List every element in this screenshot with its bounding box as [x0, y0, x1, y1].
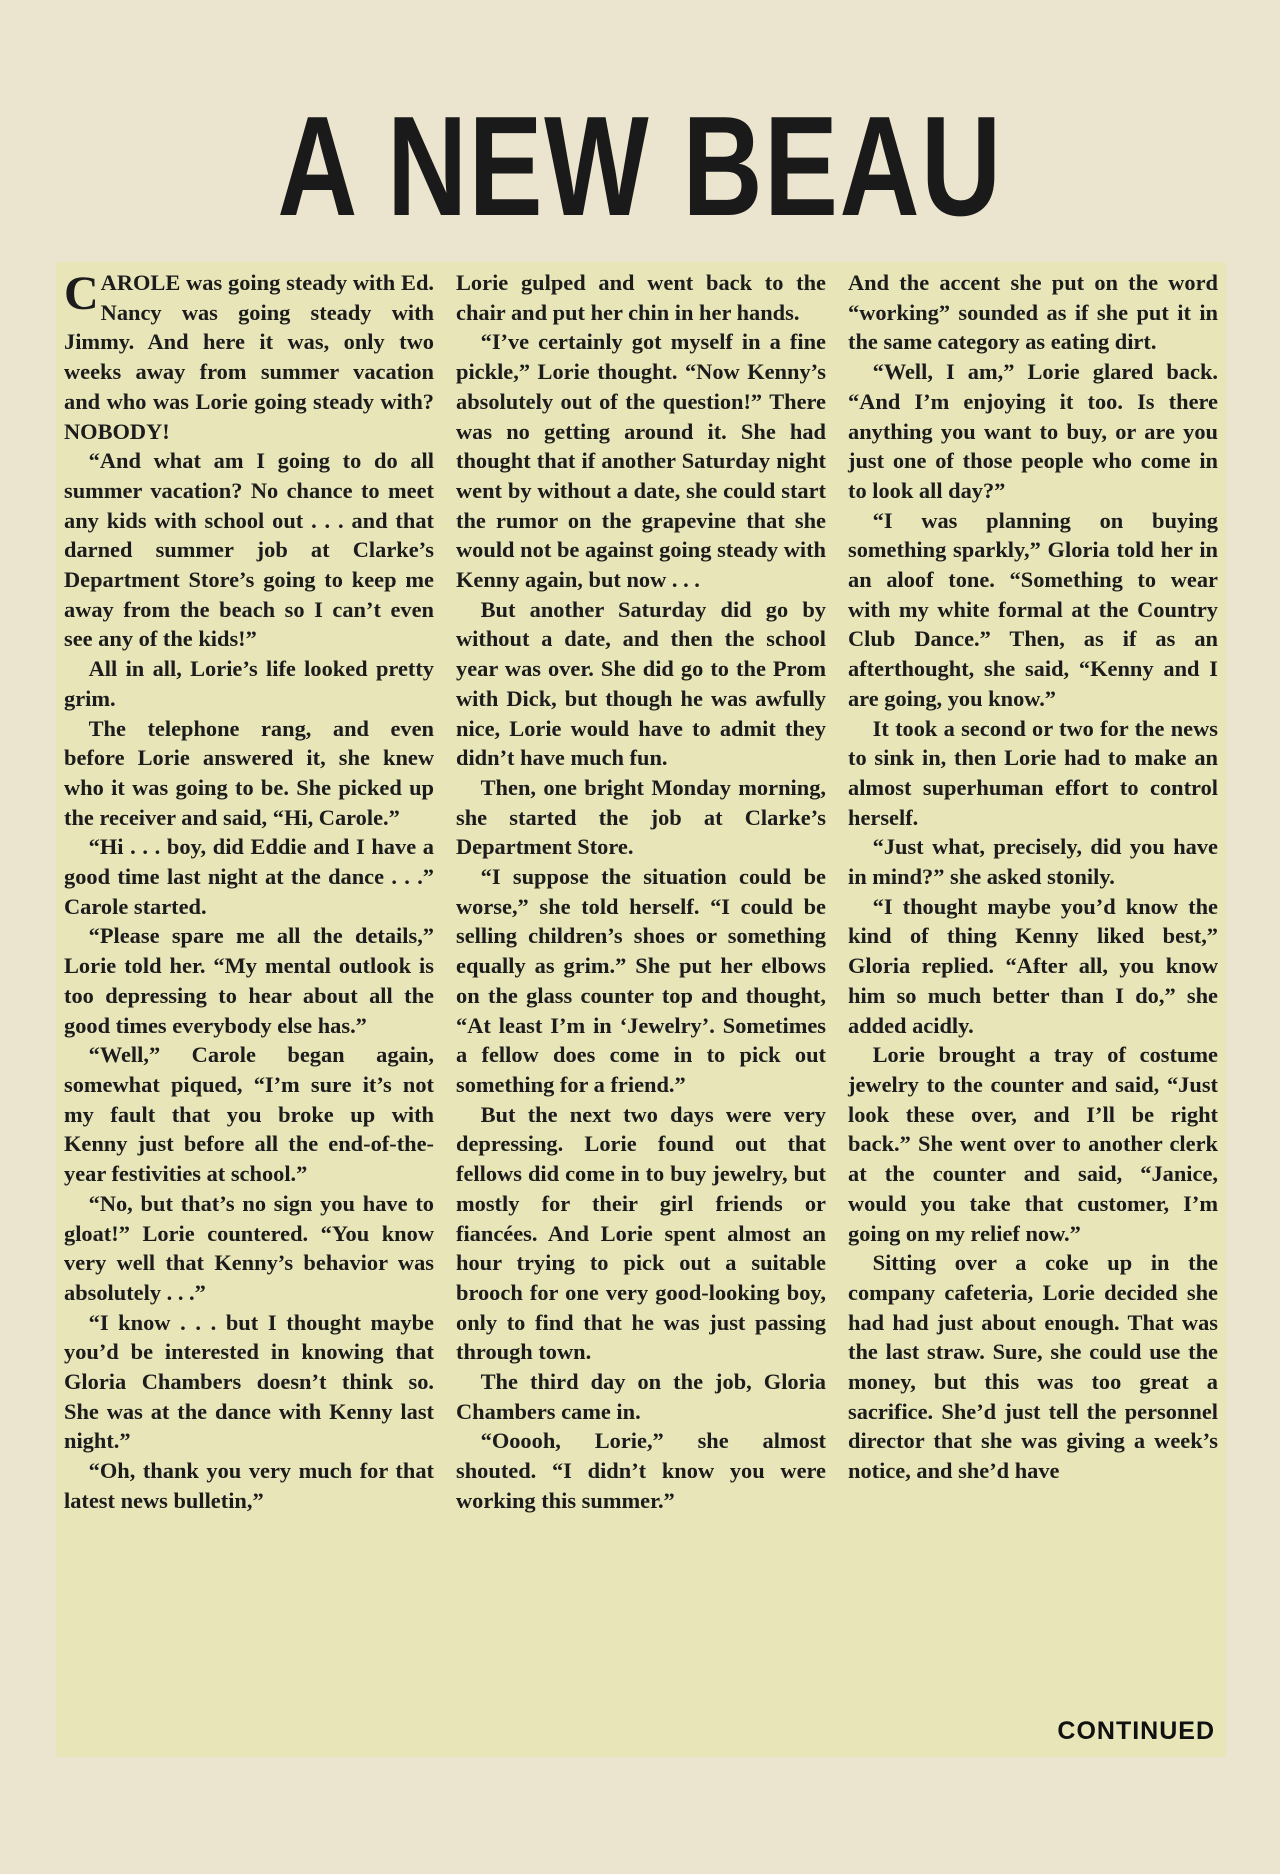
paragraph: “Well,” Carole began again, somewhat piqued, “I’m sure it’s not my fault that you broke up with Kenny just before all the end-of-the-year festivities at school.” [64, 1042, 434, 1187]
drop-cap: C [64, 267, 99, 320]
paragraph: But another Saturday did go by without a date, and then the school year was over. She did go to the Prom with Dick, but though he was awfully nice, Lorie would have to admit they didn’t have much fun. [456, 596, 826, 771]
paragraph [64, 268, 434, 446]
paragraph: Sitting over a coke up in the company cafeteria, Lorie decided she had had just about enough. That was the last straw. Sure, she could use the money, but this was too great a sacrifice. She’d just tell the personnel director that she was giving a week’s notice, and she’d have [848, 1250, 1218, 1484]
text-column-3 [848, 262, 1218, 1757]
paragraph: “Please spare me all the details,” Lorie told her. “My mental outlook is too depressing to hear about all the good times everybody else has.” [64, 923, 434, 1038]
paragraph: It took a second or two for the news to sink in, then Lorie had to make an almost superhuman effort to control herself. [848, 715, 1218, 830]
paragraph: “And what am I going to do all summer vacation? No chance to meet any kids with school out . . . and that darned summer job at Clarke’s Department Store’s going to keep me away from the beach so I can’t even see any of the kids!” [64, 448, 434, 652]
paragraph: “Well, I am,” Lorie glared back. “And I’m enjoying it too. Is there anything you want to buy, or are you just one of those people who come in to look all day?” [848, 359, 1218, 503]
paragraph: And the accent she put on the word “working” sounded as if she put it in the same category as eating dirt. [848, 270, 1218, 355]
paragraph: “I know . . . but I thought maybe you’d be interested in knowing that Gloria Chambers doesn’t think so. She was at the dance with Kenny last night.” [64, 1309, 434, 1454]
paragraph: “Hi . . . boy, did Eddie and I have a good time last night at the dance . . .” Carole started. [64, 834, 434, 919]
text-column-1 [64, 262, 434, 1757]
paragraph: “I suppose the situation could be worse,” she told herself. “I could be selling children’s shoes or something equally as grim.” She put her elbows on the glass counter top and thought, “At least I’m in ‘Jewelry’. Sometimes a fellow does come in to pick out something for a friend.” [456, 864, 826, 1097]
paragraph: “Ooooh, Lorie,” she almost shouted. “I didn’t know you were working this summer.” [456, 1428, 826, 1513]
text-panel [56, 262, 1226, 1757]
paragraph: “I’ve certainly got myself in a fine pickle,” Lorie thought. “Now Kenny’s absolutely out of the question!” There was no getting around it. She had thought that if another Saturday night went by without a date, she could start the rumor on the grapevine that she would not be against going steady with Kenny again, but now . . . [456, 329, 826, 593]
paragraph: Lorie brought a tray of costume jewelry to the counter and said, “Just look these over, and I’ll be right back.” She went over to another clerk at the counter and said, “Janice, would you take that customer, I’m going on my relief now.” [848, 1042, 1218, 1246]
text-column-2 [456, 262, 826, 1757]
paragraph: “Oh, thank you very much for that latest news bulletin,” [64, 1458, 434, 1513]
paragraph: The telephone rang, and even before Lorie answered it, she knew who it was going to be. She picked up the receiver and said, “Hi, Carole.” [64, 715, 434, 830]
paragraph: “I was planning on buying something sparkly,” Gloria told her in an aloof tone. “Something to wear with my white formal at the Country Club Dance.” Then, as if as an afterthought, she said, “Kenny and I are going, you know.” [848, 507, 1218, 711]
paragraph-text: AROLE was going steady with Ed. Nancy was going steady with Jimmy. And here it was, only two weeks away from summer vacation and who was Lorie going steady with? NOBODY! [64, 270, 434, 444]
paragraph: “No, but that’s no sign you have to gloat!” Lorie countered. “You know very well that Kenny’s behavior was absolutely . . .” [64, 1190, 434, 1305]
paragraph: “Just what, precisely, did you have in mind?” she asked stonily. [848, 834, 1218, 890]
paragraph: But the next two days were very depressing. Lorie found out that fellows did come in to buy jewelry, but mostly for their girl friends or fiancées. And Lorie spent almost an hour trying to pick out a suitable brooch for one very good-looking boy, only to find that he was just passing through town. [456, 1101, 826, 1365]
paragraph: Then, one bright Monday morning, she started the job at Clarke’s Department Store. [456, 774, 826, 860]
paragraph: “I thought maybe you’d know the kind of thing Kenny liked best,” Gloria replied. “After all, you know him so much better than I do,” she added acidly. [848, 893, 1218, 1038]
paragraph: All in all, Lorie’s life looked pretty grim. [64, 656, 434, 711]
story-title: A NEW BEAU [277, 87, 1003, 246]
continued-label: CONTINUED [1057, 1717, 1215, 1745]
paragraph: The third day on the job, Gloria Chambers came in. [456, 1369, 826, 1424]
paragraph: Lorie gulped and went back to the chair and put her chin in her hands. [456, 270, 826, 325]
